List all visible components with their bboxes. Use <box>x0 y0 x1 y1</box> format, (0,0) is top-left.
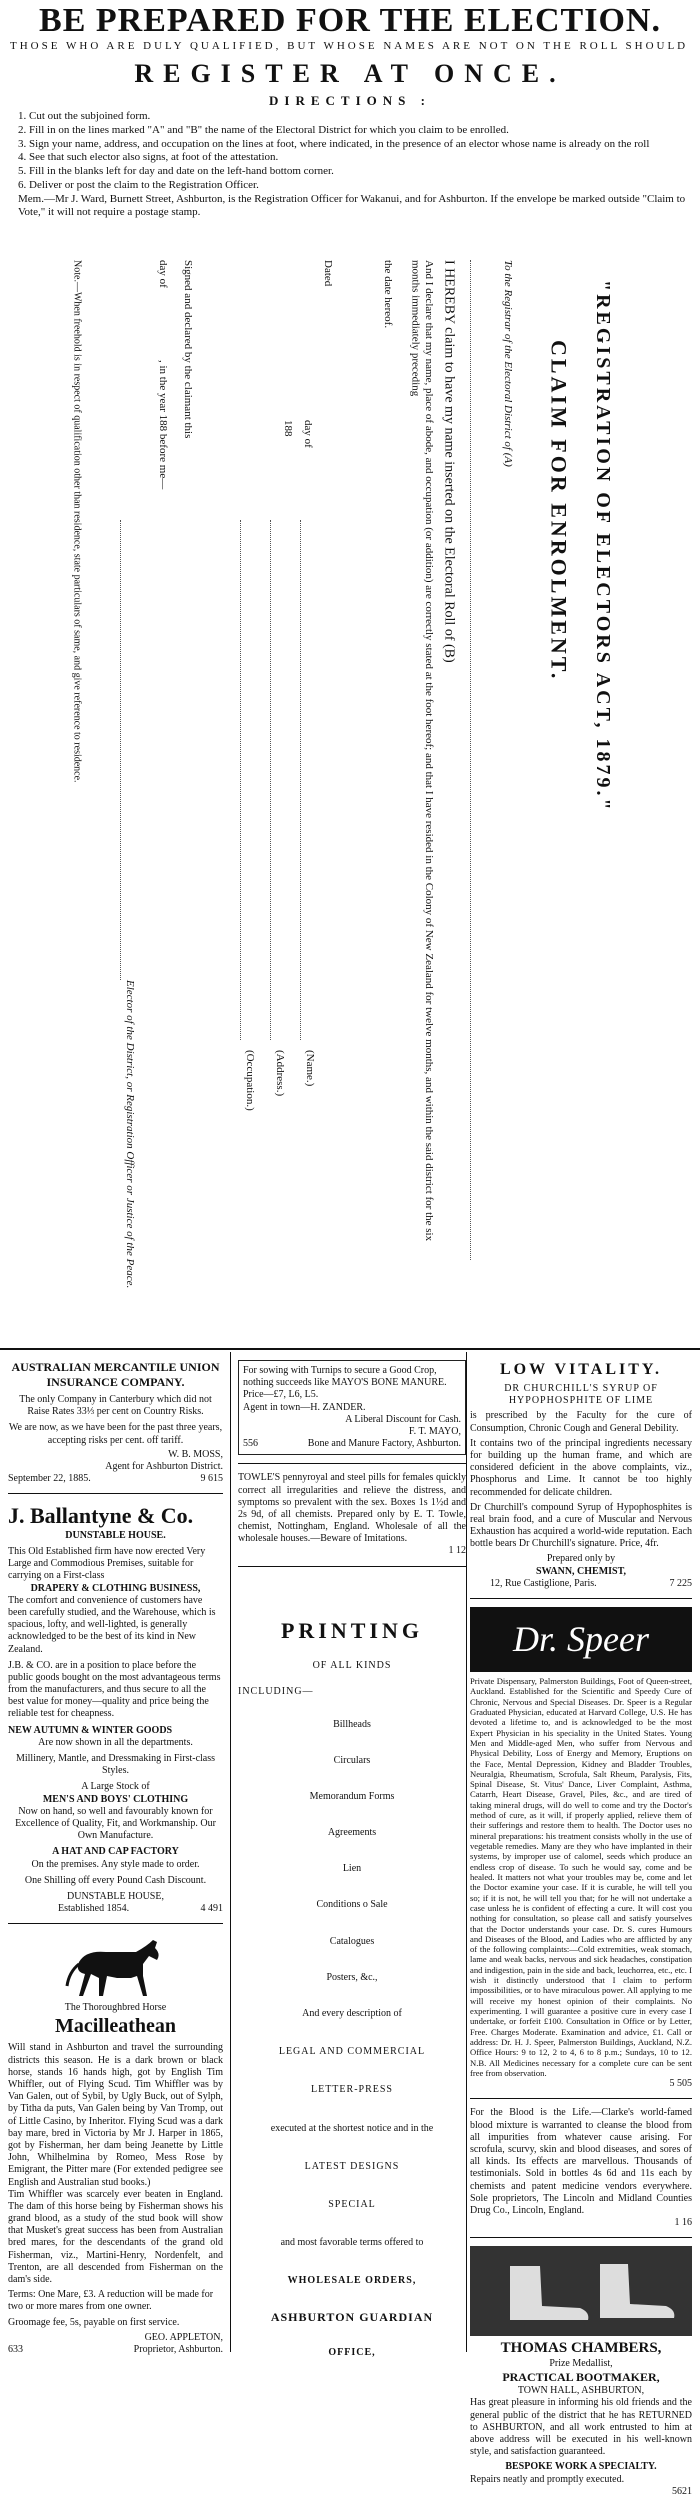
chambers-medal: Prize Medallist, <box>549 2358 613 2369</box>
vitality-p1: is prescribed by the Faculty for the cure of Consumption, Chronic Cough and General Debility. <box>470 1410 692 1434</box>
horse-ref: 633 <box>8 2343 23 2355</box>
ballantyne-p12: On the premises. Any style made to order. <box>31 1858 200 1870</box>
ballantyne-ref: 4 491 <box>200 1903 223 1915</box>
direction-item: 4. See that such elector also signs, at foot of the attestation. <box>18 151 279 164</box>
printing-item: Lien <box>342 1863 362 1875</box>
printing-desc: And every description of <box>302 2008 402 2019</box>
printing-line4: LATEST DESIGNS <box>304 2160 400 2172</box>
boot-icon <box>470 2246 692 2336</box>
australian-agent: W. B. MOSS, <box>168 1448 223 1460</box>
sowing-footer <box>243 1438 461 1450</box>
horse-caption: The Thoroughbred Horse <box>64 2002 167 2014</box>
ad-divider <box>238 1463 466 1464</box>
chambers-bespoke: BESPOKE WORK A SPECIALTY. <box>505 2461 657 2473</box>
printing-line2: LETTER-PRESS <box>310 2084 393 2096</box>
sowing-ref: 556 <box>243 1438 258 1450</box>
printing-line8: ASHBURTON GUARDIAN <box>270 2309 434 2324</box>
australian-ad-line2: We are now, as we have been for the past three years, accepting risks per cent. off tariff. <box>8 1422 223 1446</box>
direction-item: 6. Deliver or post the claim to the Registration Officer. <box>18 178 259 191</box>
form-name-field[interactable] <box>300 520 301 1040</box>
printing-line7: WHOLESALE ORDERS, <box>287 2275 417 2287</box>
chambers-ref: 5621 <box>672 2485 692 2497</box>
chambers-addr: TOWN HALL, ASHBURTON, <box>517 2385 645 2397</box>
ballantyne-p2: DRAPERY & CLOTHING BUSINESS, <box>30 1582 201 1594</box>
ballantyne-p6: Are now shown in all the departments. <box>38 1736 193 1748</box>
printing-line1: LEGAL AND COMMERCIAL <box>278 2046 426 2058</box>
printing-line9: OFFICE, <box>328 2346 376 2358</box>
sowing-discount: A Liberal Discount for Cash. <box>345 1413 461 1425</box>
headline-subline: THOSE WHO ARE DULY QUALIFIED, BUT WHOSE NAMES ARE NOT ON THE ROLL SHOULD <box>10 40 689 52</box>
column-right <box>470 1360 692 2498</box>
direction-item: 1. Cut out the subjoined form. <box>18 110 151 122</box>
ballantyne-p1: This Old Established firm have now erected Very Large and Commodious Premises, suitable for carrying on a First-class <box>8 1546 206 1582</box>
form-act-title: "REGISTRATION OF ELECTORS ACT, 1879." <box>592 280 614 813</box>
bootmaker-engraving <box>470 2246 692 2336</box>
page-headline: BE PREPARED FOR THE ELECTION. <box>39 2 661 39</box>
ballantyne-p13: One Shilling off every Pound Cash Discount. <box>24 1874 207 1886</box>
chambers-repairs <box>470 2474 692 2486</box>
vitality-ref: 7 225 <box>669 1577 692 1589</box>
ballantyne-subtitle: DUNSTABLE HOUSE. <box>65 1529 166 1541</box>
printing-item: Conditions o Sale <box>316 1899 388 1911</box>
printing-including: INCLUDING— <box>238 1686 314 1698</box>
form-year: 188 <box>281 420 294 437</box>
australian-ad-title: AUSTRALIAN MERCANTILE UNION INSURANCE COMPANY. <box>11 1360 220 1389</box>
horse-name: Macilleathean <box>54 2015 177 2038</box>
australian-ref: 9 615 <box>200 1473 223 1485</box>
australian-ad-line1: The only Company in Canterbury which did not Raise Rates 33⅓ per cent on Country Risks. <box>19 1394 212 1418</box>
horse-groomage: Groomage fee, 5s, payable on first service. <box>8 2316 180 2328</box>
form-witness-field[interactable] <box>120 520 121 980</box>
column-left <box>8 1360 223 2356</box>
directions-list <box>18 110 688 220</box>
ad-divider <box>8 1493 223 1494</box>
sowing-maker: F. T. MAYO, <box>408 1425 461 1437</box>
horse-body2: Tim Whiffler was scarcely ever beaten in England. The dam of this horse being by Fisherman shows his grand blood, as a study of the stud book will show that Musket's great success has been from Australian bred mares, for the descendants of the grand old Fisherman, viz., Martini-Henry, Nordenfelt, and Trenton, are all descended from Fisherman on the dam's side. <box>8 2188 223 2285</box>
ballantyne-p7: Millinery, Mantle, and Dressmaking in First-class Styles. <box>15 1753 216 1777</box>
form-address-label: (Address.) <box>273 1050 286 1097</box>
printing-title: PRINTING <box>280 1617 423 1643</box>
column-middle <box>238 1360 466 2359</box>
printing-item: Catalogues <box>329 1935 375 1947</box>
direction-memo: Mem.—Mr J. Ward, Burnett Street, Ashburton, is the Registration Officer for Wakanui, and for Ashburton. If the envelope be marked outside "Claim to Vote," it will not require a postage stamp. <box>18 192 686 219</box>
ad-divider <box>8 1923 223 1924</box>
australian-date-text: September 22, 1885. <box>8 1473 91 1485</box>
direction-item: 5. Fill in the blanks left for day and date on the left-hand bottom corner. <box>18 165 334 177</box>
horse-footer <box>8 2344 223 2356</box>
chambers-body: Has great pleasure in informing his old friends and the general public of the district that he has RETURNED to ASHBURTON, and all work entrusted to him at above address will be executed in his well-known style, and satisfaction guaranteed. <box>470 2397 692 2458</box>
chambers-trade: PRACTICAL BOOTMAKER, <box>502 2370 660 2385</box>
ballantyne-p8: A Large Stock of <box>81 1781 150 1793</box>
form-day-of: day of <box>301 420 314 448</box>
horse-owner: GEO. APPLETON, <box>144 2331 223 2343</box>
printing-item: Circulars <box>333 1754 371 1766</box>
vitality-p3: Dr Churchill's compound Syrup of Hypophosphites is real brain food, and a cure of Muscular and Nervous Exhaustion has acquired a world-wide reputation. Each bottle bears Dr Churchill's signature. Price, 4fr. <box>470 1501 692 1550</box>
form-occupation-label: (Occupation.) <box>243 1050 256 1111</box>
ballantyne-p14: DUNSTABLE HOUSE, <box>67 1890 164 1902</box>
form-dated-label: Dated <box>321 260 334 287</box>
form-claim-title: CLAIM FOR ENROLMENT. <box>546 340 572 682</box>
blood-ref: 1 16 <box>674 2217 692 2229</box>
form-note: Note.—When freehold is in respect of qualification other than residence, state particulars of same, and give reference to residence. <box>71 260 83 783</box>
ballantyne-p5: NEW AUTUMN & WINTER GOODS <box>8 1724 173 1736</box>
ballantyne-footer <box>8 1903 223 1915</box>
speer-ref: 5 505 <box>669 2078 692 2090</box>
horse-terms: Terms: One Mare, £3. A reduction will be made for two or more mares from one owner. <box>8 2289 214 2313</box>
vitality-p4: Prepared only by <box>546 1553 616 1565</box>
ballantyne-p9: MEN'S AND BOYS' CLOTHING <box>42 1793 189 1805</box>
register-heading: REGISTER AT ONCE. <box>134 59 566 88</box>
horse-body: Will stand in Ashburton and travel the surrounding districts this season. He is a dark brown or black horse, stands 16 hands high, got by English Tim Whiffler, out of Flying Scud. Tim Whiffler was by Van Galen, out of Sybil, by Ugly Buck, out of Sylph, by Titha da puts, Van Galen being by Van Tromp, out of Little Casino, by Inheritor. Flying Scud was a dark bay mare, bred in Victoria by Mr J. Harper in 1865, got by Fisherman, her dam being Jeanette by Little John, Whilhelmina by Romeo, Mess Rose by Emigrant, the Pitter mare (For extended pedigree see English and Australian stud books.) <box>8 2042 223 2188</box>
sowing-agent: Agent in town—H. ZANDER. <box>243 1401 366 1413</box>
form-occupation-field[interactable] <box>240 520 241 1040</box>
form-body-1: I HEREBY claim to have my name inserted on the Electoral Roll of (B) <box>441 260 457 663</box>
sowing-body: For sowing with Turnips to secure a Good Crop, nothing succeeds like MAYO'S BONE MANURE. Price—£7, L6, L5. <box>243 1365 447 1401</box>
form-day-line: day of <box>156 260 169 288</box>
ad-divider <box>470 1598 692 1599</box>
ballantyne-p4: J.B. & CO. are in a position to place before the public goods bought on the most advantageous terms from the manufacturers, and thus secure to all the best value for money—quality and price being the reliable test for cheapness. <box>8 1659 221 1720</box>
ballantyne-p11: A HAT AND CAP FACTORY <box>52 1846 179 1858</box>
direction-item: 3. Sign your name, address, and occupation on the lines at foot, where indicated, in the presence of an elector whose name is already on the roll <box>18 137 650 150</box>
sowing-ad <box>238 1360 466 1455</box>
vitality-address: 12, Rue Castiglione, Paris. <box>490 1577 597 1589</box>
vitality-sub: DR CHURCHILL'S SYRUP OF HYPOPHOSPHITE OF LIME <box>504 1383 658 1407</box>
enrolment-form <box>30 260 670 1289</box>
vitality-footer <box>470 1578 692 1590</box>
horse-icon <box>61 1932 171 2002</box>
australian-agent-role: Agent for Ashburton District. <box>105 1460 223 1472</box>
towle-ref: 1 12 <box>448 1545 466 1557</box>
printing-item: Billheads <box>333 1718 371 1730</box>
ad-divider <box>470 2098 692 2099</box>
printing-item: Agreements <box>327 1827 377 1839</box>
printing-line5: SPECIAL <box>328 2198 376 2210</box>
ad-divider <box>238 1566 466 1567</box>
ballantyne-title: J. Ballantyne & Co. <box>8 1503 194 1529</box>
sowing-maker-role: Bone and Manure Factory, Ashburton. <box>307 1438 461 1450</box>
printing-line3: executed at the shortest notice and in the <box>270 2122 434 2134</box>
speer-body: Private Dispensary, Palmerston Buildings, Foot of Queen-street, Auckland. Established for the Scientific and Speedy Cure of Chronic, Nervous and Special Diseases. Dr. Speer is a Regular Graduated Physician, educated at Harvard College, U.S. He has devoted a lifetime to, and is acknowledged to be the most Expert Physician in his speciality in the United States. Young Men and Middle-aged Men, who suffer from Nervous and Physical Debility, Loss of Energy and Memory, Eruptions on the Face, Mental Depression, Kidney and Bladder Troubles, Neuralgia, Rheumatism, Scrofula, Salt Rheum, Paralysis, Fits, Spinal Disease, St. Vitus' Dance, Liver Complaint, Asthma, Catarrh, Heart Disease, Gravel, Piles, &c., and are tired of taking mineral drugs, will do well to come and try the Doctor's method of cure, as it will, if properly applied, relieve them of their sufferings and restore them to health. The Doctor uses no mineral preparations: his treatment consists wholly in the use of vegetable remedies. Many are they who have implanted in their systems, by improper use of calomel, seeds which produce an endless crop of disease. To such he would say, come and be healed. It matters not what your troubles may be, come and let the Doctor examine your case. If it is curable, he will tell you so; if it is not, he will tell you that; for he will not undertake a case unless he is confident of effecting a cure. It will cost you nothing for consultation, so please call and satisfy yourselves that the Doctor understands your case. Dr. S. cures Humours and Diseases of the Blood, and Ladies who are afflicted by any of the following complaints:—Cold extremities, weak stomach, lame and weak backs, nervous and sick headaches, constipation and indigestion, pain in the side and back, leuchorrea, etc., etc. I wish it distinctly understood that I claim to perform impossibilities, or to have miraculous power. All applying to me will receive my honest opinion of their complaints. No experimenting. I will guarantee a positive cure in every case I undertake, or forfeit £100. Consultation in Office or by Letter, Free. Charges Moderate. Examination and advice, £1. Call or address: Dr. H. J. Speer, Palmerston Buildings, Auckland, N.Z. Office Hours: 9 to 12, 2 to 4, 6 to 8 p.m.; Sundays, 10 to 12. N.B. All Medicines necessary for a complete cure can be sent free from observation. <box>470 1676 692 2078</box>
column-rule <box>230 1352 231 2352</box>
ballantyne-p3: The comfort and convenience of customers have been carefully studied, and the Warehouse, which is spacious, lofty, and well-lighted, is generally acknowledged to be the best of its kind in New Zealand. <box>8 1594 216 1655</box>
printing-item: Posters, &c., <box>326 1971 378 1983</box>
vitality-p2: It contains two of the principal ingredients necessary for building up the human frame, and which are considered deficient in the above complaints, viz., Phosphorus and Lime. It cannot be too highly recommended for delicate children. <box>470 1437 692 1498</box>
form-field-a[interactable] <box>470 260 471 1260</box>
chambers-repairs-text: Repairs neatly and promptly executed. <box>470 2473 625 2485</box>
form-body-3: the date hereof. <box>381 260 394 329</box>
blood-body: For the Blood is the Life.—Clarke's world-famed blood mixture is warranted to cleanse the blood from all impurities from whatever cause arising. For scrofula, scurvy, skin and blood diseases, and sores of all kinds. Its effects are marvellous. Thousands of testimonials. Sold in bottles 4s 6d and 11s each by chemists and patent medicine vendors everywhere. Sole proprietors, The Lincoln and Midland Counties Drug Co., Lincoln, England. <box>470 2107 692 2216</box>
form-elector-label: Elector of the District, or Registration Officer or Justice of the Peace. <box>123 980 136 1289</box>
form-in-year: , in the year 188 before me— <box>156 360 169 490</box>
horse-owner-role: Proprietor, Ashburton. <box>133 2343 223 2355</box>
speer-banner: Dr. Speer <box>470 1607 692 1672</box>
form-body-2: And I declare that my name, place of abode, and occupation (or addition) are correctly stated at the foot hereof; and that I have resided in the Colony of New Zealand for twelve months, and within the said district for the six months immediately preceding <box>409 260 435 1242</box>
form-signed-label: Signed and declared by the claimant this <box>181 260 194 439</box>
printing-item: Memorandum Forms <box>309 1790 395 1802</box>
section-divider <box>0 1348 700 1350</box>
printing-sub: OF ALL KINDS <box>312 1660 392 1672</box>
form-to-line: To the Registrar of the Electoral District of (A) <box>501 260 514 467</box>
chambers-name: THOMAS CHAMBERS, <box>500 2340 662 2357</box>
ballantyne-p10: Now on hand, so well and favourably known for Excellence of Quality, Fit, and Workmanship. Our Own Manufacture. <box>15 1805 216 1842</box>
directions-heading: DIRECTIONS : <box>269 93 431 108</box>
ballantyne-established: Established 1854. <box>58 1903 130 1915</box>
vitality-title: LOW VITALITY. <box>499 1361 662 1378</box>
column-rule <box>466 1352 467 2352</box>
direction-item: 2. Fill in on the lines marked "A" and "B" the name of the Electoral District for which you claim to be enrolled. <box>18 123 509 136</box>
towle-body: TOWLE'S pennyroyal and steel pills for females quickly correct all irregularities and relieve the distress, and symptoms so prevalent with the sex. Boxes 1s 1½d and 2s 9d, of all chemists. Prepared only by E. T. Towle, chemist, Nottingham, England. Wholesale of all the wholesale houses.—Beware of Imitations. <box>238 1472 466 1545</box>
form-name-label: (Name.) <box>303 1050 316 1087</box>
ad-divider <box>470 2237 692 2238</box>
form-address-field[interactable] <box>270 520 271 1040</box>
vitality-p5: SWANN, CHEMIST, <box>535 1565 627 1577</box>
printing-line6: and most favorable terms offered to <box>280 2237 424 2249</box>
australian-date <box>8 1473 223 1485</box>
